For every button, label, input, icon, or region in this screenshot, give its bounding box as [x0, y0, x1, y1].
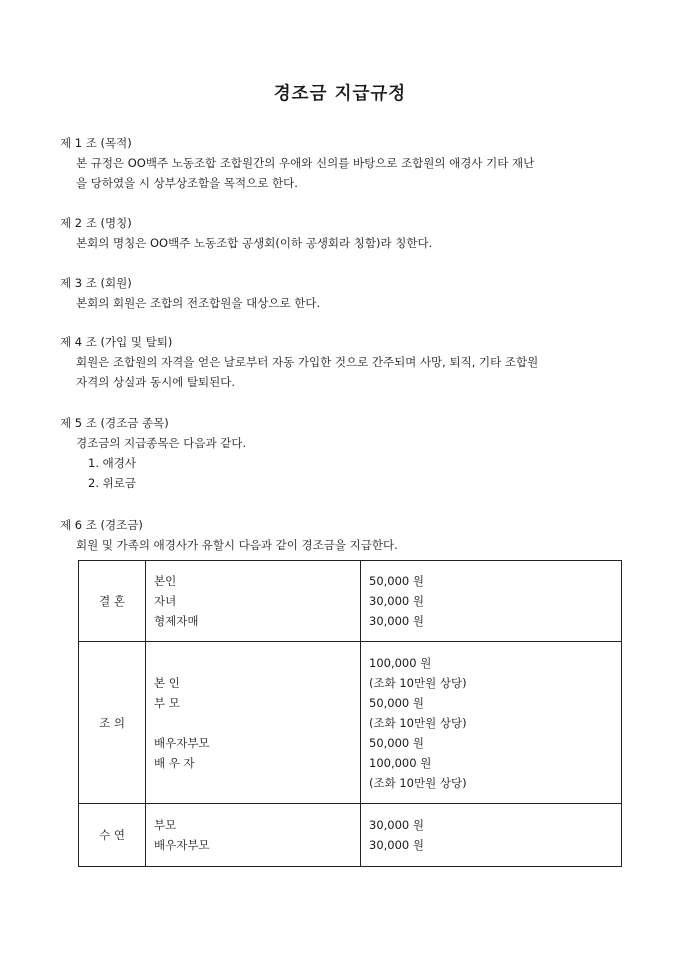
items-cell	[146, 804, 361, 867]
item-label: 형제자매	[154, 614, 199, 628]
amount-value: 100,000 원	[369, 755, 432, 770]
amount-value: 30,000 원	[369, 838, 425, 852]
item-label	[154, 653, 360, 673]
item-label: 부모	[154, 818, 177, 832]
article-1	[60, 133, 630, 193]
article-heading: 제 2 조 (명칭)	[60, 216, 132, 230]
table-row	[79, 561, 622, 642]
list-item: 1. 애경사	[88, 456, 136, 470]
item-label: 배우자부모	[154, 838, 210, 852]
item-label: 배 우 자	[154, 755, 195, 770]
article-heading: 제 5 조 (경조금 종목)	[60, 416, 169, 430]
amount-note: (조화 10만원 상당)	[369, 715, 467, 730]
item-label	[154, 773, 360, 793]
amounts-cell	[361, 642, 622, 804]
item-label: 부 모	[154, 695, 180, 710]
item-label	[154, 713, 360, 733]
item-label: 배우자부모	[154, 735, 210, 750]
article-text-line: 본 규정은 OO백주 노동조합 조합원간의 우애와 신의를 바탕으로 조합원의 애경사 기타 재난	[76, 156, 535, 170]
item-label: 본 인	[154, 675, 180, 690]
amount-value: 30,000 원	[369, 614, 425, 628]
list-item: 2. 위로금	[88, 476, 136, 490]
article-text-line: 자격의 상실과 동시에 탈퇴된다.	[76, 375, 236, 389]
amounts-cell	[361, 561, 622, 642]
items-cell	[146, 561, 361, 642]
amounts-cell	[361, 804, 622, 867]
article-heading: 제 1 조 (목적)	[60, 136, 132, 150]
amount-value: 50,000 원	[369, 574, 425, 588]
article-text-line: 을 당하였을 시 상부상조함을 목적으로 한다.	[76, 176, 298, 190]
article-text-line: 경조금의 지급종목은 다음과 같다.	[76, 436, 247, 450]
amount-note: (조화 10만원 상당)	[369, 775, 467, 790]
category-cell: 수 연	[79, 804, 146, 867]
item-label: 자녀	[154, 594, 177, 608]
article-text-line: 본회의 명칭은 OO백주 노동조합 공생회(이하 공생회라 칭함)라 칭한다.	[76, 236, 433, 250]
category-cell: 결 혼	[79, 561, 146, 642]
article-heading: 제 6 조 (경조금)	[60, 518, 143, 532]
category-cell: 조 의	[79, 642, 146, 804]
article-text-line: 회원은 조합원의 자격을 얻은 날로부터 자동 가입한 것으로 간주되며 사망, 퇴직, 기타 조합원	[76, 355, 539, 369]
article-5	[60, 413, 630, 493]
amount-value: 30,000 원	[369, 818, 425, 832]
article-text-line: 본회의 회원은 조합의 전조합원을 대상으로 한다.	[76, 296, 321, 310]
table-row	[79, 804, 622, 867]
amount-value: 100,000 원	[369, 655, 432, 670]
article-heading: 제 3 조 (회원)	[60, 276, 132, 290]
amount-note: (조화 10만원 상당)	[369, 675, 467, 690]
document-title: 경조금 지급규정	[273, 84, 407, 104]
article-6	[60, 515, 630, 555]
article-3	[60, 273, 630, 313]
article-text-line: 회원 및 가족의 애경사가 유할시 다음과 같이 경조금을 지급한다.	[76, 538, 398, 552]
item-label: 본인	[154, 574, 177, 588]
amount-value: 50,000 원	[369, 695, 425, 710]
benefit-table	[78, 560, 622, 867]
amount-value: 30,000 원	[369, 594, 425, 608]
article-heading: 제 4 조 (가입 및 탈퇴)	[60, 335, 173, 349]
item-list	[60, 453, 630, 493]
article-2	[60, 213, 630, 253]
items-cell	[146, 642, 361, 804]
article-4	[60, 332, 630, 392]
amount-value: 50,000 원	[369, 735, 425, 750]
table-row	[79, 642, 622, 804]
